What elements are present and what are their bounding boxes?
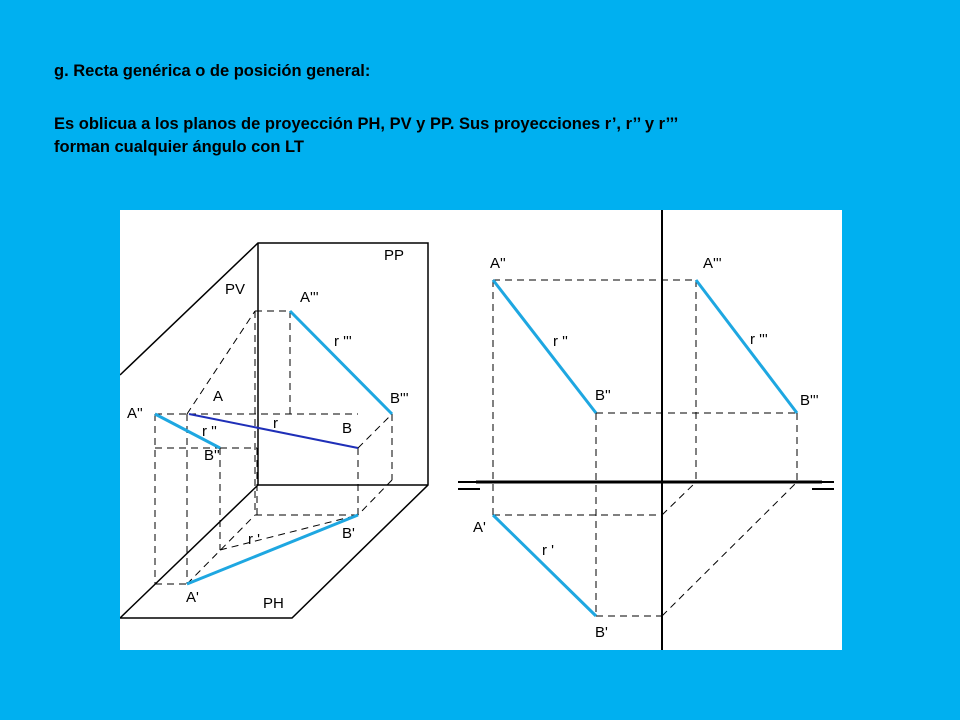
label-point-a-horizontal: A' bbox=[186, 589, 199, 606]
orthographic-labels bbox=[473, 255, 819, 641]
ortho-label-point-b-lateral: B''' bbox=[800, 392, 819, 409]
label-plane-pp: PP bbox=[384, 247, 405, 264]
ortho-line-r-horizontal bbox=[493, 515, 596, 616]
perspective-line-r-horizontal bbox=[187, 515, 358, 584]
description-line-2: forman cualquier ángulo con LT bbox=[54, 138, 304, 156]
ortho-label-line-lateral: r ''' bbox=[750, 331, 768, 348]
ortho-label-point-b-vertical: B'' bbox=[595, 387, 611, 404]
label-point-a: A bbox=[213, 388, 224, 405]
label-plane-pv: PV bbox=[225, 281, 246, 298]
orthographic-view bbox=[458, 210, 834, 650]
ortho-label-point-a-vertical: A'' bbox=[490, 255, 506, 272]
slide-title: g. Recta genérica o de posición general: bbox=[54, 62, 371, 80]
slide-description bbox=[54, 113, 914, 159]
ortho-line-r-vertical bbox=[493, 280, 596, 413]
ortho-label-line-horizontal: r ' bbox=[542, 542, 555, 559]
ortho-label-point-b-horizontal: B' bbox=[595, 624, 608, 641]
label-line-lateral: r ''' bbox=[334, 333, 352, 350]
projection-figure bbox=[120, 210, 842, 650]
label-line-vertical: r '' bbox=[202, 423, 217, 440]
label-point-b: B bbox=[342, 420, 353, 437]
label-point-b-vertical: B'' bbox=[204, 447, 220, 464]
ortho-label-point-a-lateral: A''' bbox=[703, 255, 722, 272]
label-point-a-lateral: A''' bbox=[300, 289, 319, 306]
label-line-horizontal: r ' bbox=[248, 531, 261, 548]
label-plane-ph: PH bbox=[263, 595, 284, 612]
label-point-b-lateral: B''' bbox=[390, 390, 409, 407]
label-line-r: r bbox=[273, 415, 278, 432]
ortho-line-r-lateral bbox=[696, 280, 797, 413]
perspective-line-r-lateral bbox=[290, 311, 392, 414]
label-point-a-vertical: A'' bbox=[127, 405, 143, 422]
projection-diagram bbox=[120, 210, 842, 650]
label-point-b-horizontal: B' bbox=[342, 525, 355, 542]
ortho-label-point-a-horizontal: A' bbox=[473, 519, 486, 536]
description-line-1: Es oblicua a los planos de proyección PH, PV y PP. Sus proyecciones r’, r’’ y r’’’ bbox=[54, 115, 679, 133]
ortho-label-line-vertical: r '' bbox=[553, 333, 568, 350]
